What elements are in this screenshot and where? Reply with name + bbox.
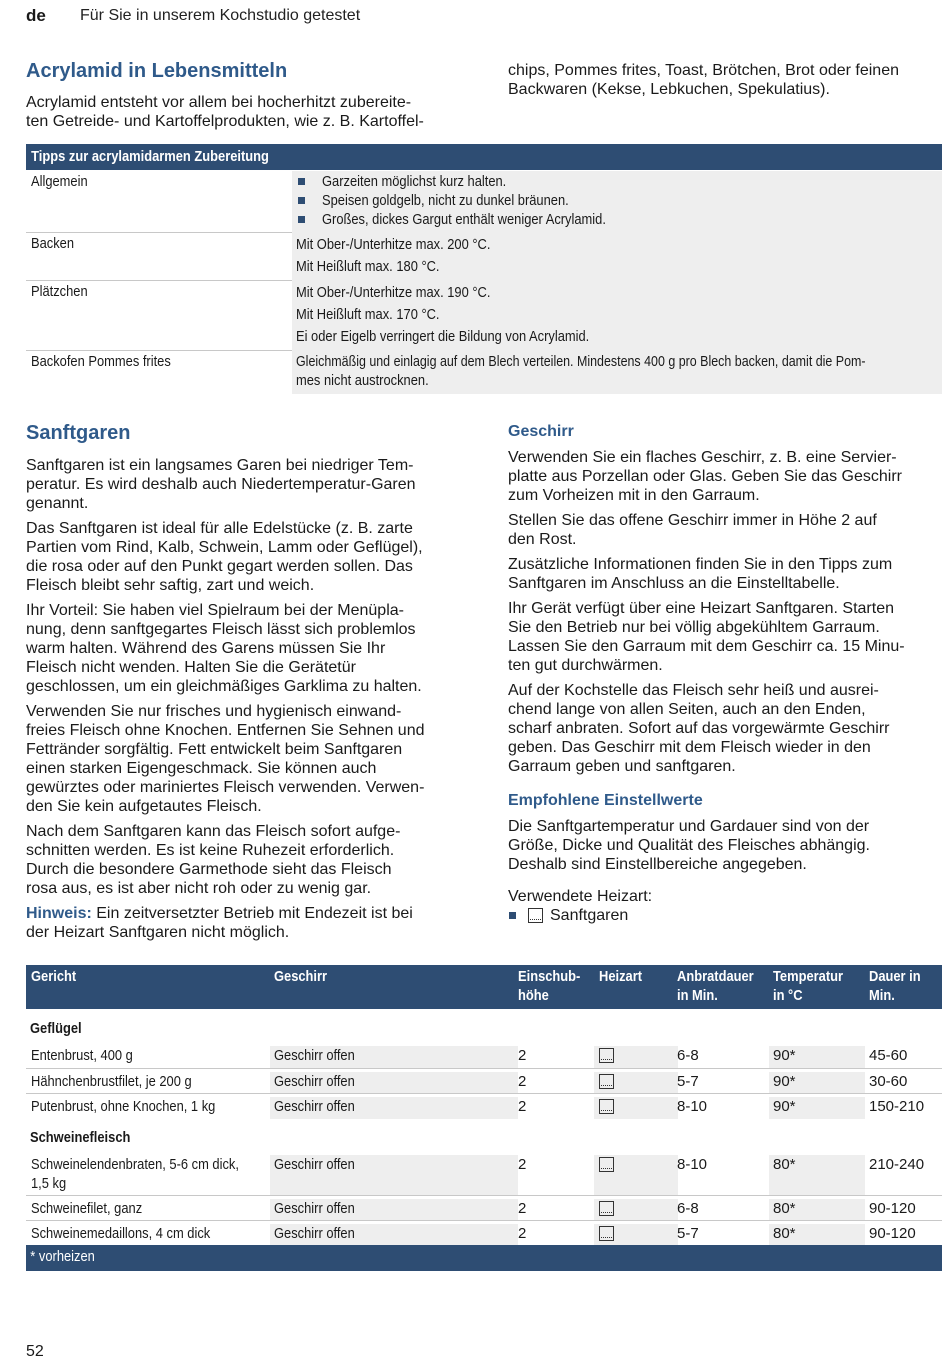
paragraph: Zusätzliche Informationen finden Sie in den Tipps zum Sanftgaren im Anschluss an die Einstelltabelle. (508, 556, 893, 592)
group-label: Schweinefleisch (30, 1129, 131, 1146)
bullet-icon (298, 216, 305, 223)
sanftgaren-mode-icon (599, 1048, 614, 1063)
table-row: Schweinemedaillons, 4 cm dick Geschirr offen 2 5-7 80* 90-120 (26, 1221, 942, 1245)
paragraph: Das Sanftgaren ist ideal für alle Edelstücke (z. B. zarte Partien vom Rind, Kalb, Schwein, Lamm oder Geflügel), die rosa oder auf den Punkt gegart werden sollen. Das Fleisch bleibt sehr saftig, zart und weich. (26, 520, 423, 594)
col-header-heizart: Heizart (599, 968, 643, 985)
paragraph: Stellen Sie das offene Geschirr immer in Höhe 2 auf den Rost. (508, 512, 877, 548)
group-label: Geflügel (30, 1020, 82, 1037)
paragraph: Auf der Kochstelle das Fleisch sehr heiß und ausrei- chend lange von allen Seiten, auch an den Enden, scharf anbraten. Sofort auf das vorgewärmte Geschirr geben. Das Geschirr mit dem Fleisch wieder in den Garraum geben und sanftgaren. (508, 682, 890, 775)
list-item: Garzeiten möglichst kurz halten. (296, 172, 942, 191)
list-item: Großes, dickes Gargut enthält weniger Acrylamid. (296, 210, 942, 229)
col-header-gericht: Gericht (31, 968, 77, 985)
table-row: Schweinefilet, ganz Geschirr offen 2 6-8 80* 90-120 (26, 1196, 942, 1221)
paragraph: Ihr Gerät verfügt über eine Heizart Sanftgaren. Starten Sie den Betrieb nur bei völlig abgekühltem Garraum. Lassen Sie den Garraum mit dem Geschirr ca. 15 Minu- ten gut durchwärmen. (508, 600, 905, 674)
text-line: mes nicht austrocknen. (296, 372, 429, 389)
paragraph: Verwenden Sie ein flaches Geschirr, z. B. eine Servier- platte aus Porzellan oder Glas. Geben Sie das Geschirr zum Vorheizen mit in den Garraum. (508, 449, 902, 504)
bullet-icon (298, 197, 305, 204)
tips-row-allgemein (26, 171, 942, 233)
acrylamid-right-text (508, 61, 944, 99)
table-row: Schweinelendenbraten, 5-6 cm dick, 1,5 kg Geschirr offen 2 8-10 80* 210-240 (26, 1152, 942, 1196)
hint-paragraph: Hinweis: Ein zeitversetzter Betrieb mit Endezeit ist bei der Heizart Sanftgaren nicht möglich. (26, 905, 413, 941)
sanftgaren-mode-icon (528, 908, 543, 923)
text-line: Mit Heißluft max. 170 °C. (296, 306, 440, 323)
col-header-temperatur: Temperatur in °C (773, 968, 844, 1004)
tips-row-pommes (26, 351, 942, 393)
bullet-icon (509, 912, 516, 919)
col-header-dauer: Dauer in Min. (869, 968, 921, 1004)
table-footnote: * vorheizen (26, 1245, 942, 1271)
tips-table-header: Tipps zur acrylamidarmen Zubereitung (26, 144, 942, 170)
col-header-anbratdauer: Anbratdauer in Min. (677, 968, 754, 1004)
paragraph: Ihr Vorteil: Sie haben viel Spielraum bei der Menüpla- nung, denn sanftgegartes Fleisch lässt sich problemlos warm halten. Während des Garens müssen Sie Ihr Fleisch nicht wenden. Halten Sie die Gerätetür geschlossen, um ein gleichmäßiges Garklima zu halten. (26, 602, 422, 695)
sanftgaren-mode-icon (599, 1201, 614, 1216)
geschirr-text (508, 448, 944, 782)
page-number: 52 (26, 1343, 44, 1360)
empfohlene-text: Die Sanftgartemperatur und Gardauer sind von der Größe, Dicke und Qualität des Fleisches abhängig. Deshalb sind Einstellbereiche angegeben. (508, 818, 870, 873)
heizart-item: Sanftgaren (508, 906, 628, 925)
text-line: Mit Ober-/Unterhitze max. 190 °C. (296, 284, 491, 301)
acrylamid-left-text (26, 93, 466, 131)
text-line: ten Getreide- und Kartoffelprodukten, wie z. B. Kartoffel- (26, 113, 424, 130)
heizart-label: Verwendete Heizart: (508, 888, 653, 905)
settings-table-header (26, 965, 942, 1009)
language-code: de (26, 6, 46, 25)
text-line: Backwaren (Kekse, Lebkuchen, Spekulatius). (508, 81, 830, 98)
col-header-geschirr: Geschirr (274, 968, 328, 985)
table-row: Putenbrust, ohne Knochen, 1 kg Geschirr offen 2 8-10 90* 150-210 (26, 1094, 942, 1119)
sanftgaren-mode-icon (599, 1099, 614, 1114)
sanftgaren-mode-icon (599, 1074, 614, 1089)
paragraph: Sanftgaren ist ein langsames Garen bei niedriger Tem- peratur. Es wird deshalb auch Niedertemperatur-Garen genannt. (26, 457, 416, 512)
sanftgaren-mode-icon (599, 1226, 614, 1241)
tips-row-backen (26, 233, 942, 281)
bullet-icon (298, 178, 305, 185)
sanftgaren-text (26, 456, 476, 948)
text-line: Gleichmäßig und einlagig auf dem Blech verteilen. Mindestens 400 g pro Blech backen, damit die Pom- (296, 353, 866, 370)
empfohlene-heading: Empfohlene Einstellwerte (508, 792, 703, 809)
tips-row-label: Allgemein (31, 173, 88, 190)
tips-row-label: Plätzchen (31, 283, 88, 300)
hint-label: Hinweis: (26, 905, 92, 922)
sanftgaren-heading: Sanftgaren (26, 422, 131, 444)
col-header-einschub: Einschub- höhe (518, 968, 581, 1004)
paragraph: Verwenden Sie nur frisches und hygienisch einwand- freies Fleisch ohne Knochen. Entfernen Sie Sehnen und Fettränder sorgfältig. Fett entwickelt beim Sanftgaren einen starken Eigengeschmack. Sie können auch gewürztes oder mariniertes Fleisch verwenden. Verwen- den Sie kein aufgetautes Fleisch. (26, 703, 425, 815)
text-line: Ei oder Eigelb verringert die Bildung von Acrylamid. (296, 328, 590, 345)
text-line: Mit Ober-/Unterhitze max. 200 °C. (296, 236, 491, 253)
list-item: Speisen goldgelb, nicht zu dunkel bräunen. (296, 191, 942, 210)
text-line: Mit Heißluft max. 180 °C. (296, 258, 440, 275)
paragraph: Nach dem Sanftgaren kann das Fleisch sofort aufge- schnitten werden. Es ist keine Ruhezeit erforderlich. Durch die besondere Garmethode sieht das Fleisch rosa aus, es ist aber nicht roh oder zu wenig gar. (26, 823, 401, 897)
table-row: Entenbrust, 400 g Geschirr offen 2 6-8 90* 45-60 (26, 1043, 942, 1069)
table-row: Hähnchenbrustfilet, je 200 g Geschirr offen 2 5-7 90* 30-60 (26, 1069, 942, 1094)
text-line: chips, Pommes frites, Toast, Brötchen, Brot oder feinen (508, 62, 899, 79)
tips-row-plaetzchen (26, 281, 942, 351)
tips-row-label: Backen (31, 235, 75, 252)
geschirr-heading: Geschirr (508, 423, 574, 440)
text-line: Acrylamid entsteht vor allem bei hocherhitzt zubereite- (26, 94, 412, 111)
tips-row-label: Backofen Pommes frites (31, 353, 171, 370)
sanftgaren-mode-icon (599, 1157, 614, 1172)
acrylamid-heading: Acrylamid in Lebensmitteln (26, 60, 288, 82)
running-header: Für Sie in unserem Kochstudio getestet (80, 7, 361, 24)
